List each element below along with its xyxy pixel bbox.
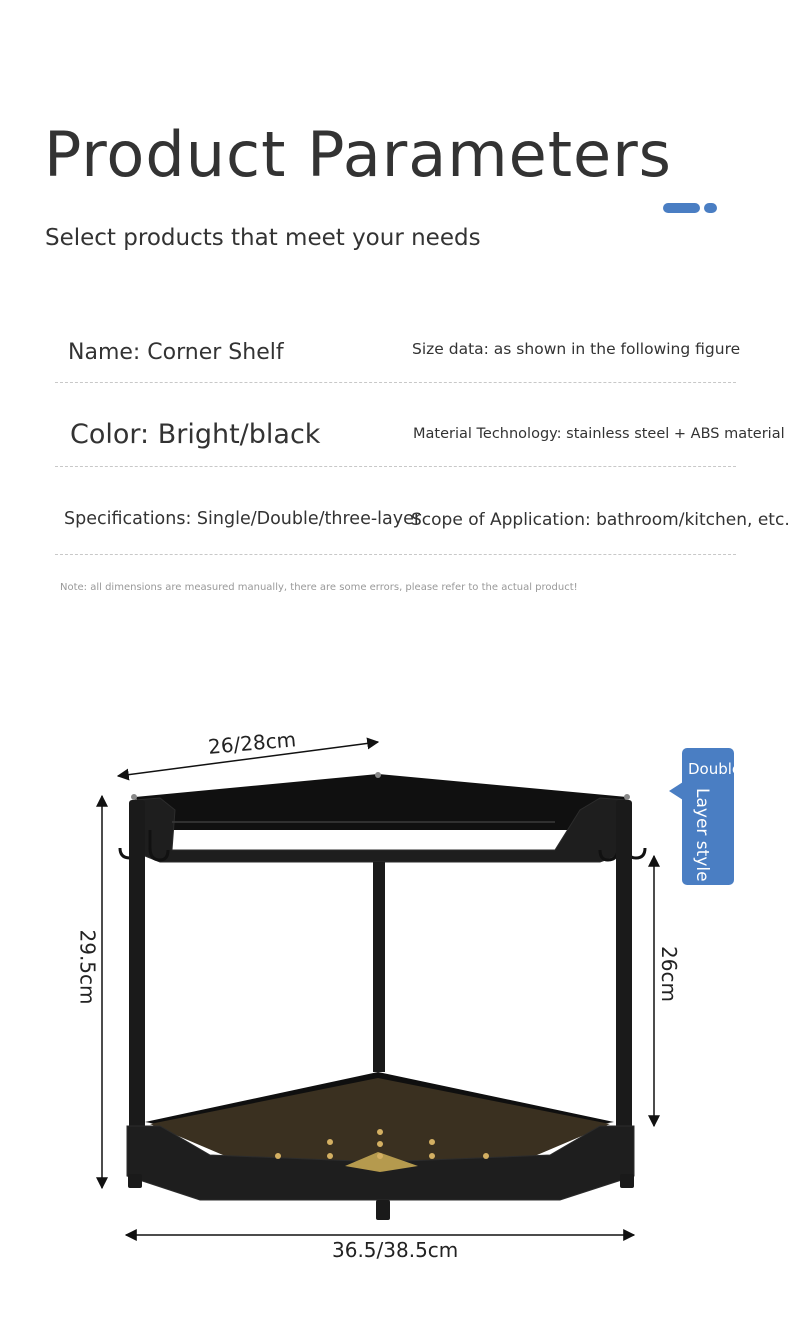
- row-divider: [55, 554, 736, 555]
- param-size: Size data: as shown in the following figure: [412, 340, 741, 358]
- page-title: Product Parameters: [44, 118, 672, 191]
- dim-label-right: 26cm: [656, 946, 681, 1002]
- page-subtitle: Select products that meet your needs: [45, 225, 481, 251]
- row-divider: [55, 382, 736, 383]
- param-scope: Scope of Application: bathroom/kitchen, etc.: [411, 510, 790, 530]
- param-color: Color: Bright/black: [70, 419, 321, 450]
- dim-label-bottom: 36.5/38.5cm: [332, 1238, 459, 1262]
- badge-text-vertical: Layer style: [692, 788, 712, 882]
- param-specs: Specifications: Single/Double/three-layer: [64, 509, 422, 529]
- badge-text-top: Double: [688, 760, 742, 778]
- badge-pointer: [669, 782, 683, 800]
- dim-label-top: 26/28cm: [207, 727, 298, 759]
- style-badge: [682, 748, 742, 885]
- top-shelf: [131, 772, 630, 862]
- dim-label-left: 29.5cm: [75, 929, 100, 1005]
- measurement-note: Note: all dimensions are measured manually, there are some errors, please refer to the actual product!: [60, 582, 578, 593]
- accent-pill-long: [663, 203, 700, 213]
- param-name: Name: Corner Shelf: [68, 340, 284, 365]
- accent-pill-short: [704, 203, 717, 213]
- bottom-shelf: [127, 1072, 634, 1200]
- row-divider: [55, 466, 736, 467]
- param-material: Material Technology: stainless steel + ABS material: [413, 426, 785, 442]
